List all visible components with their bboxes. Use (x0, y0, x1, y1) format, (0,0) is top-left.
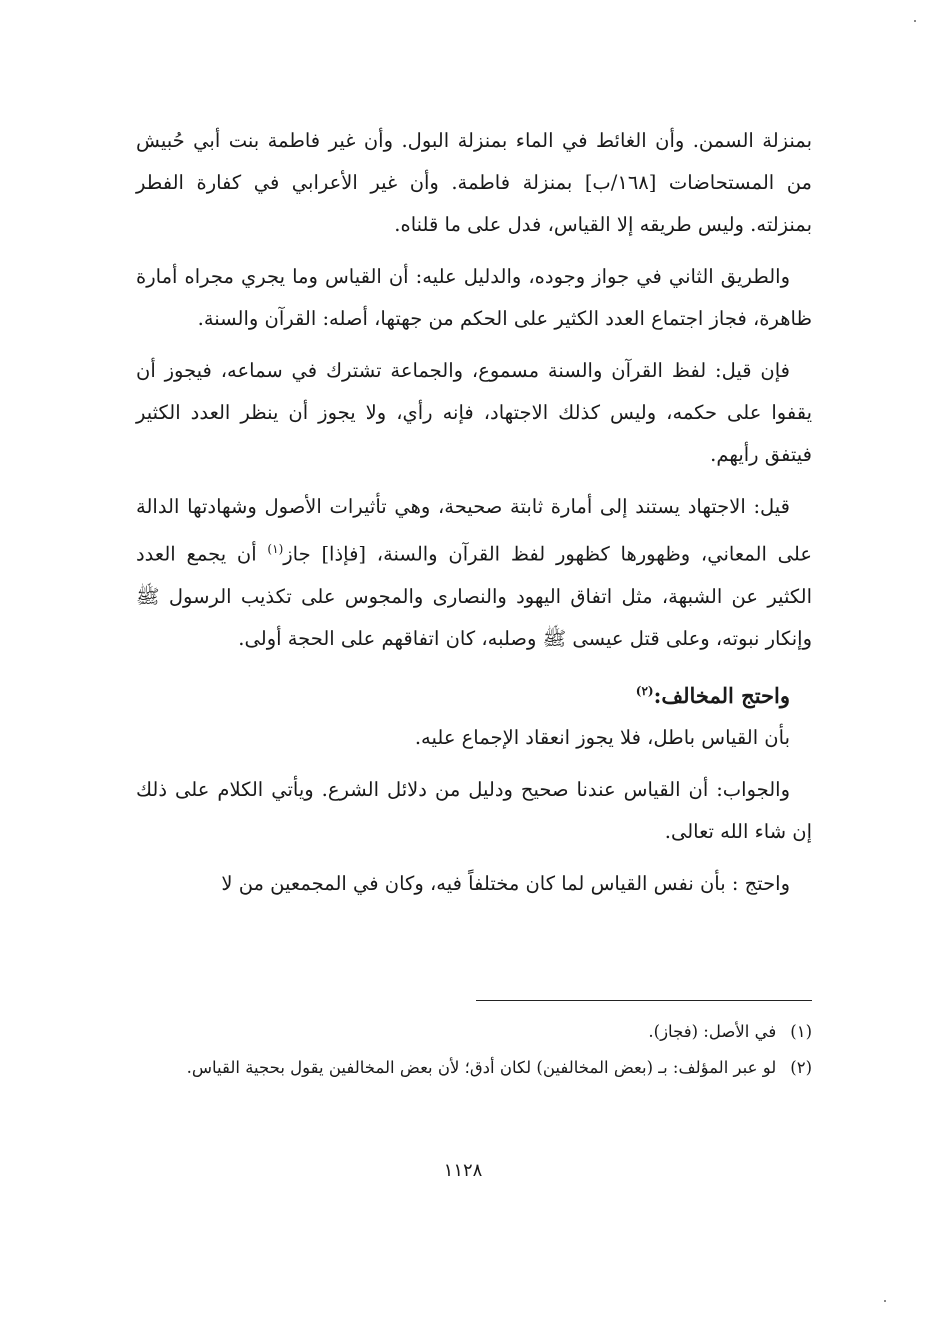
footnote-2 (136, 1051, 812, 1085)
page-number: ١١٢٨ (443, 1160, 483, 1181)
paragraph-4 (136, 486, 812, 660)
footnotes (136, 1015, 812, 1087)
paragraph-7: واحتج : بأن نفس القياس لما كان مختلفاً فيه، وكان في المجمعين من لا (221, 871, 790, 895)
scan-mark (914, 20, 916, 22)
footnote-text: لو عبر المؤلف: بـ (بعض المخالفين) لكان أدق؛ لأن بعض المخالفين يقول بحجية القياس. (186, 1058, 777, 1077)
footnote-1 (136, 1015, 812, 1049)
footnote-text: في الأصل: (فجاز). (648, 1022, 777, 1041)
paragraph-4-text-after: أن يجمع العدد الكثير عن الشبهة، مثل اتفاق اليهود والنصارى والمجوس على تكذيب الرسول ﷺ وإنكار نبوته، وعلى قتل عيسى ﷺ وصلبه، كان اتفاقهم على الحجة أولى. (136, 542, 812, 650)
heading-text: واحتج المخالف: (653, 682, 790, 708)
paragraph-5: بأن القياس باطل، فلا يجوز انعقاد الإجماع عليه. (414, 725, 790, 749)
footnote-number: (٢) (790, 1058, 812, 1077)
section-heading (136, 670, 812, 717)
paragraph-6: والجواب: أن القياس عندنا صحيح ودليل من دلائل الشرع. ويأتي الكلام على ذلك إن شاء الله تعالى. (136, 777, 812, 843)
paragraph-3: فإن قيل: لفظ القرآن والسنة مسموع، والجماعة تشترك في سماعه، فيجوز أن يقفوا على حكمه، وليس كذلك الاجتهاد، فإنه رأي، ولا يجوز أن ينظر العدد الكثير فيتفق رأيهم. (136, 359, 812, 466)
paragraph-2: والطريق الثاني في جواز وجوده، والدليل عليه: أن القياس وما يجري مجراه أمارة ظاهرة، فجاز اجتماع العدد الكثير على الحكم من جهتها، أصله: القرآن والسنة. (136, 265, 812, 330)
paragraph-1: بمنزلة السمن. وأن الغائط في الماء بمنزلة البول. وأن غير فاطمة بنت أبي حُبيش من المستحاضات [١٦٨/ب] بمنزلة فاطمة. وأن غير الأعرابي في كفارة الفطر بمنزلته. وليس طريقه إلا القياس، فدل على ما قلناه. (136, 129, 812, 236)
footnote-marker-2: (٢) (635, 683, 654, 698)
footnote-number: (١) (790, 1022, 812, 1041)
scan-mark (884, 1300, 886, 1302)
footnote-separator (476, 1000, 812, 1001)
main-text (136, 120, 812, 915)
footnote-marker-1: (١) (267, 542, 284, 556)
paragraph-4-text-before: قيل: الاجتهاد يستند إلى أمارة ثابتة صحيحة، وهي تأثيرات الأصول وشهادتها الدالة على المعاني، وظهورها كظهور لفظ القرآن والسنة، [فإذا] جاز (136, 495, 812, 566)
